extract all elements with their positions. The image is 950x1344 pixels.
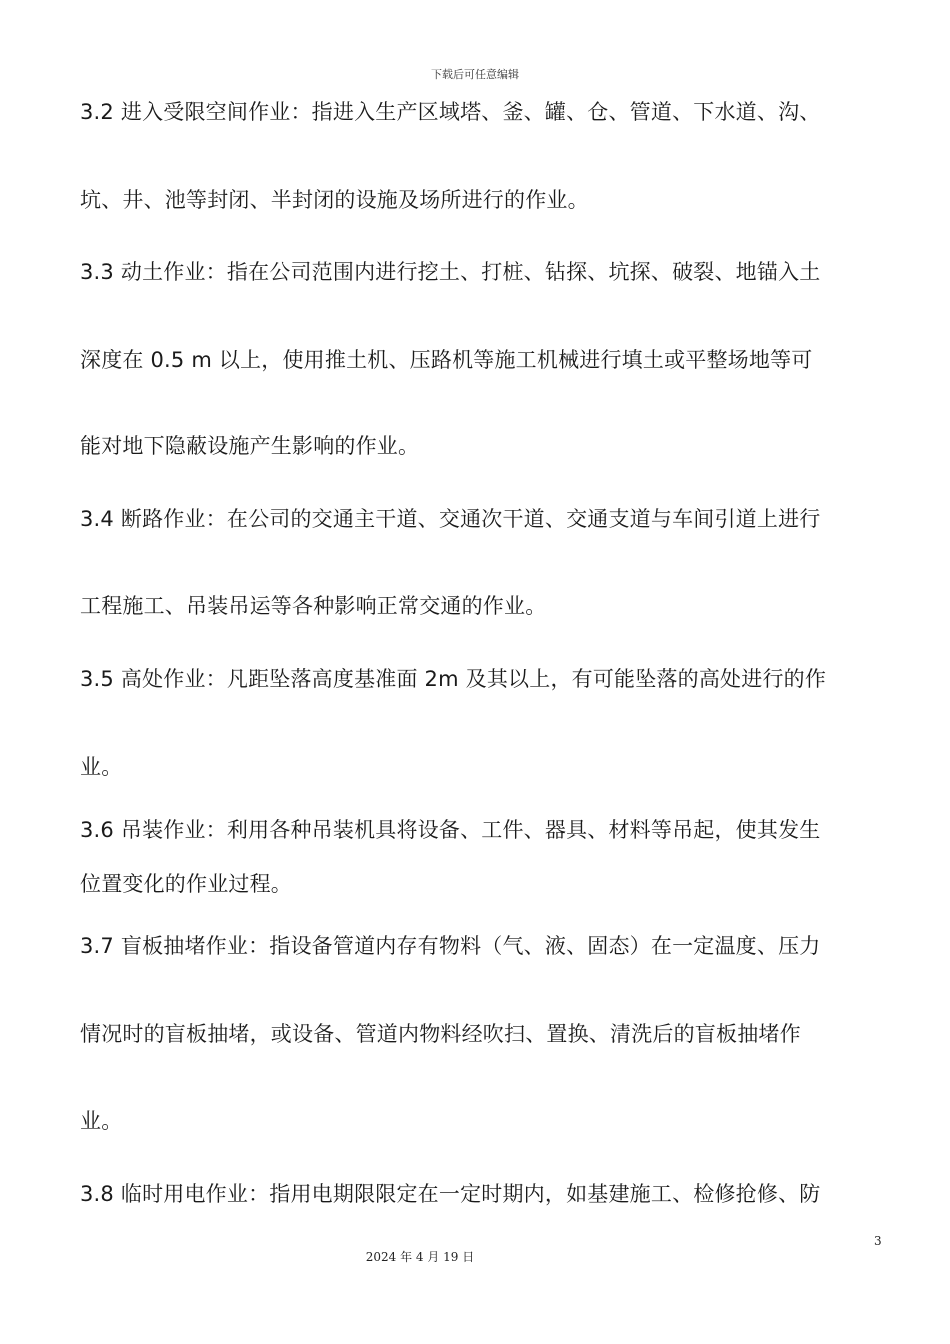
text-line: 3.3 动土作业：指在公司范围内进行挖土、打桩、钻探、坑探、破裂、地锚入土 bbox=[80, 260, 821, 284]
page-footer-date: 2024 年 4 月 19 日 bbox=[365, 1250, 475, 1264]
text-line: 3.8 临时用电作业：指用电期限限定在一定时期内，如基建施工、检修抢修、防 bbox=[80, 1182, 821, 1206]
page-header-note: 下载后可任意编辑 bbox=[431, 68, 519, 81]
text-line: 情况时的盲板抽堵，或设备、管道内物料经吹扫、置换、清洗后的盲板抽堵作 bbox=[80, 1022, 801, 1046]
page-number: 3 bbox=[874, 1234, 882, 1248]
text-line: 3.4 断路作业：在公司的交通主干道、交通次干道、交通支道与车间引道上进行 bbox=[80, 507, 821, 531]
text-line: 坑、井、池等封闭、半封闭的设施及场所进行的作业。 bbox=[80, 188, 589, 212]
text-line: 业。 bbox=[80, 755, 123, 779]
text-line: 3.2 进入受限空间作业：指进入生产区域塔、釜、罐、仓、管道、下水道、沟、 bbox=[80, 100, 821, 124]
text-line: 3.6 吊装作业：利用各种吊装机具将设备、工件、器具、材料等吊起，使其发生 bbox=[80, 818, 821, 842]
text-line: 位置变化的作业过程。 bbox=[80, 872, 292, 896]
text-line: 3.7 盲板抽堵作业：指设备管道内存有物料（气、液、固态）在一定温度、压力 bbox=[80, 934, 821, 958]
text-line: 工程施工、吊装吊运等各种影响正常交通的作业。 bbox=[80, 594, 547, 618]
text-line: 业。 bbox=[80, 1109, 123, 1133]
text-line: 能对地下隐蔽设施产生影响的作业。 bbox=[80, 434, 420, 458]
text-line: 深度在 0.5 m 以上，使用推土机、压路机等施工机械进行填土或平整场地等可 bbox=[80, 348, 813, 372]
text-line: 3.5 高处作业：凡距坠落高度基准面 2m 及其以上，有可能坠落的高处进行的作 bbox=[80, 667, 827, 691]
